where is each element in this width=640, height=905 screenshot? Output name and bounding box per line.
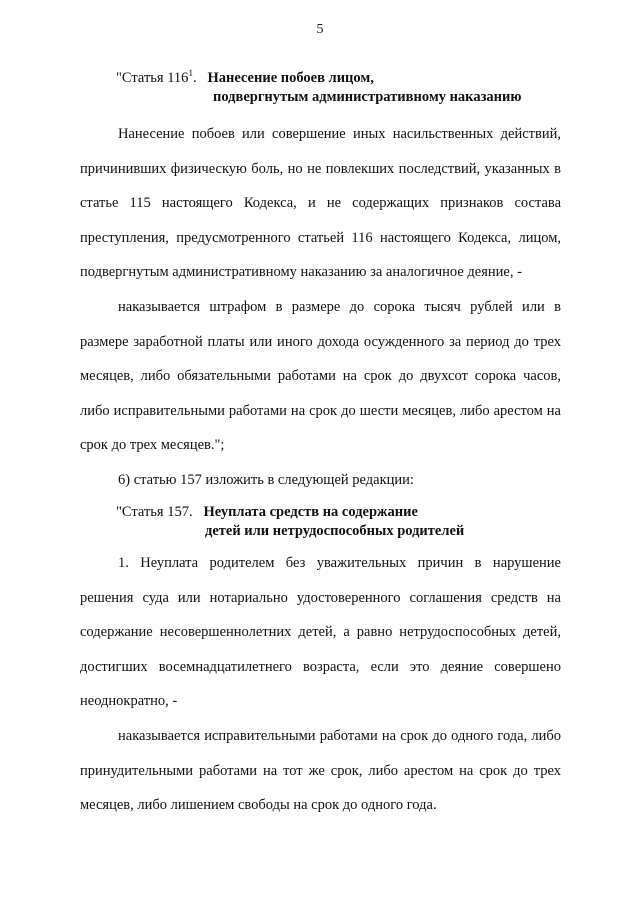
article-157-title-line1: Неуплата средств на содержание	[203, 504, 418, 520]
article-116-1-label: "Статья 116	[116, 70, 189, 86]
article-116-1-title-line2: подвергнутым административному наказанию	[213, 89, 522, 105]
article-116-1-label-end: .	[192, 70, 197, 86]
paragraph-offense-description: Нанесение побоев или совершение иных насильственных действий, причинивших физическую боль, но не повлекших последствий, указанных в статье 115 настоящего Кодекса, и не содержащих признаков состава преступления, предусмотренного статьей 116 настоящего Кодекса, лицом, подвергнутым административному наказанию за аналогичное деяние, -	[80, 126, 561, 281]
paragraph-157-part-1: 1. Неуплата родителем без уважительных причин в нарушение решения суда или нотариально удостоверенного соглашения средств на содержание несовершеннолетних детей, а равно нетрудоспособных детей, достигших восемнадцатилетнего возраста, если это деяние совершено неоднократно, -	[80, 555, 561, 710]
article-116-1-superscript: 1	[188, 68, 193, 78]
article-157-title-line2: детей или нетрудоспособных родителей	[205, 523, 465, 539]
page-number: 5	[316, 22, 324, 37]
paragraph-penalty-157: наказывается исправительными работами на срок до одного года, либо принудительными работами на тот же срок, либо арестом на срок до трех месяцев, либо лишением свободы на срок до одного года.	[80, 728, 561, 814]
article-157-label: "Статья 157.	[116, 504, 193, 520]
article-157-heading	[116, 503, 464, 541]
article-116-1-title-line1: Нанесение побоев лицом,	[207, 70, 374, 86]
paragraph-amendment-157: 6) статью 157 изложить в следующей редакции:	[118, 472, 414, 488]
article-116-1-heading	[116, 69, 521, 107]
paragraph-penalty-116-1: наказывается штрафом в размере до сорока тысяч рублей или в размере заработной платы или иного дохода осужденного за период до трех месяцев, либо обязательными работами на срок до двухсот сорока часов, либо исправительными работами на срок до шести месяцев, либо арестом на срок до трех месяцев.";	[80, 299, 561, 454]
